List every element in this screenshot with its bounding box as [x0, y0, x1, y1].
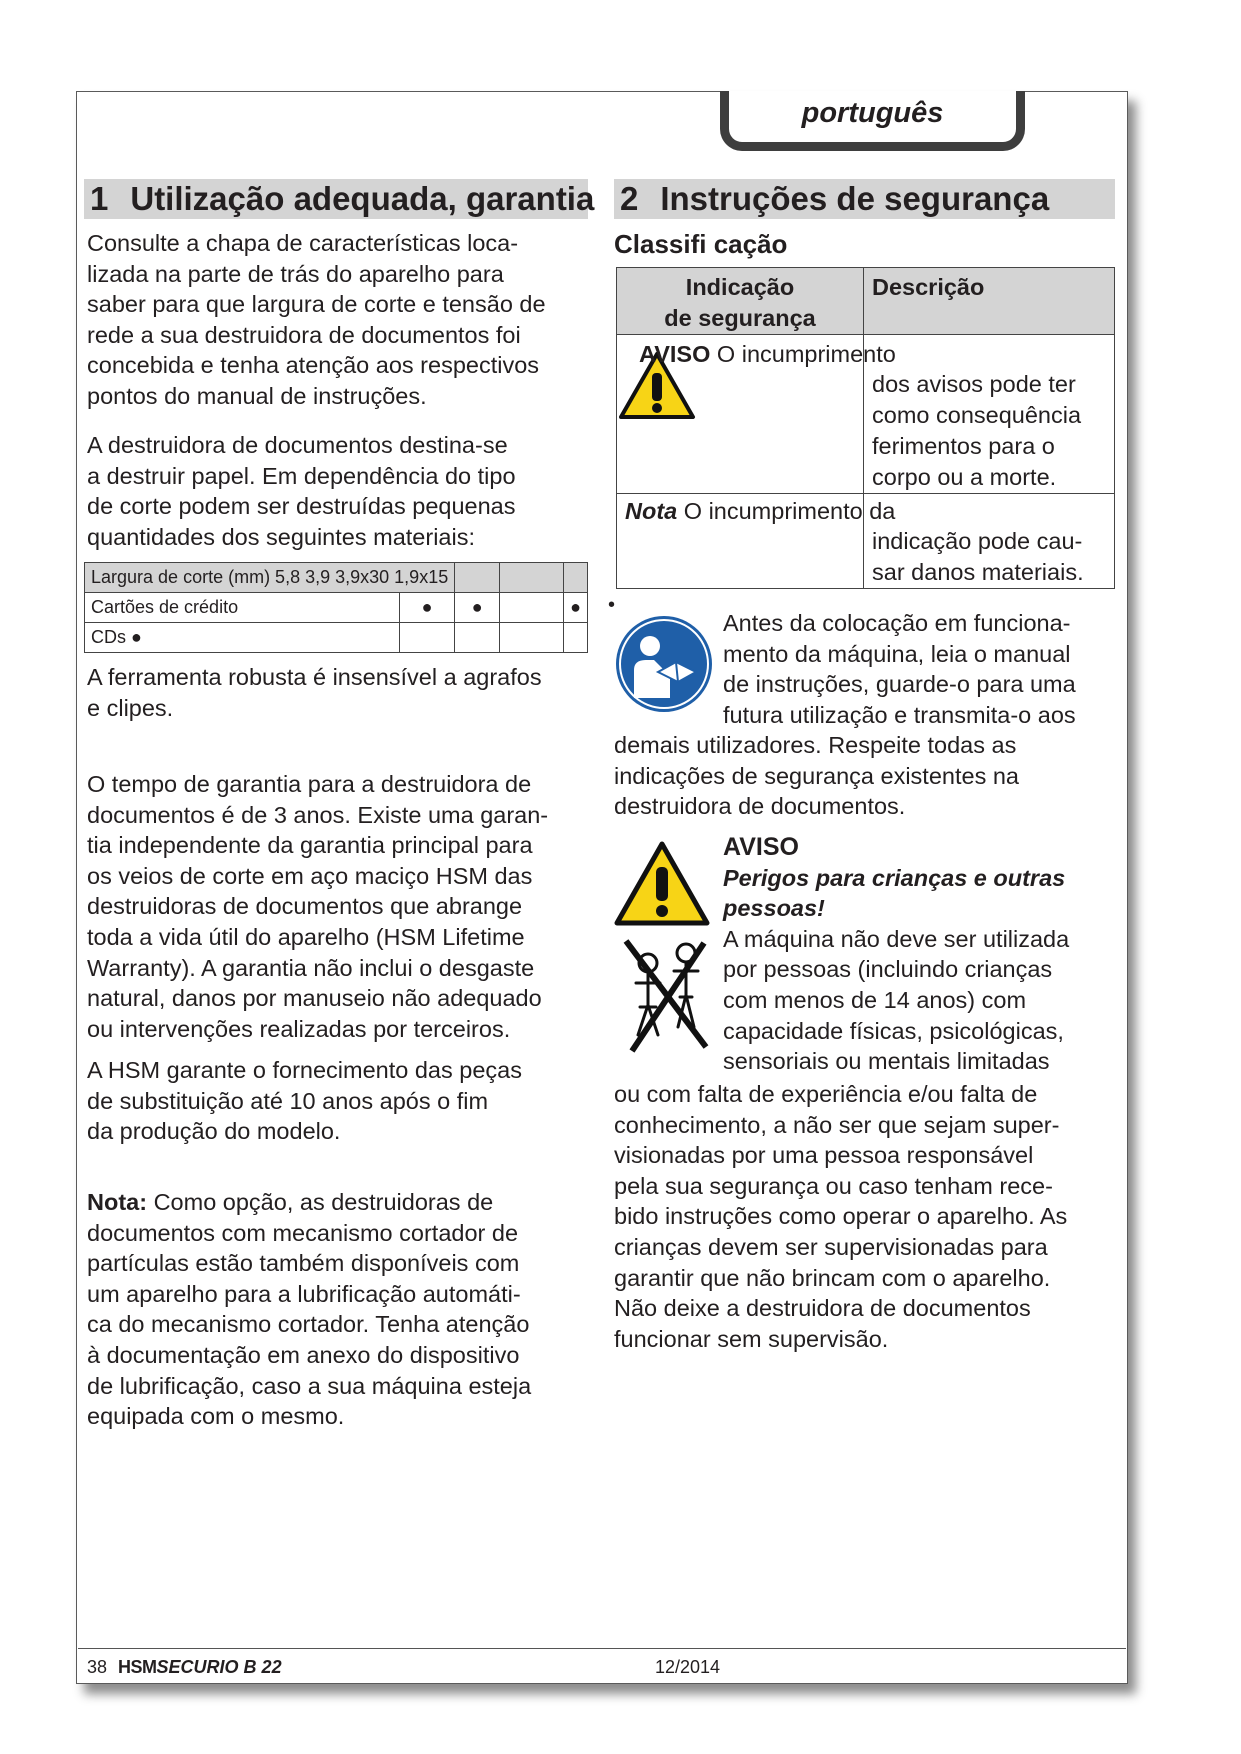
- section-1-paragraph-2: [87, 430, 516, 552]
- table-cell: CDs ●: [85, 623, 400, 653]
- text-line: um aparelho para a lubrificação automáti-: [87, 1280, 521, 1307]
- header-text: de segurança: [664, 305, 816, 331]
- text-line: a destruir papel. Em dependência do tipo: [87, 462, 516, 489]
- aviso-label: AVISO: [639, 341, 711, 367]
- language-label: português: [801, 97, 944, 129]
- text-line: pontos do manual de instruções.: [87, 382, 427, 409]
- table-header-cell: [617, 268, 864, 335]
- text-line: Warranty). A garantia não inclui o desgaste: [87, 954, 535, 981]
- table-header-cell: Descrição: [864, 268, 1115, 335]
- text-line: de instruções, guarde-o para uma: [723, 671, 1076, 698]
- header-text: 3,9x30 1,9x15: [335, 567, 449, 587]
- table-row: [85, 593, 588, 623]
- footer-date: 12/2014: [655, 1657, 721, 1677]
- table-row: [617, 335, 1115, 494]
- section-2-heading: [614, 179, 1115, 219]
- nota-label: Nota: [625, 498, 678, 524]
- text-line: garantir que não brincam com o aparelho.: [614, 1264, 1051, 1291]
- text-line: capacidade físicas, psicológicas,: [723, 1017, 1064, 1044]
- page-number: 38: [87, 1657, 108, 1677]
- table-cell: [500, 593, 564, 623]
- text-line: funcionar sem supervisão.: [614, 1325, 889, 1352]
- section-2-number: 2: [620, 180, 639, 217]
- text-line: crianças devem ser supervisionadas para: [614, 1233, 1048, 1260]
- table-header-cell: [500, 563, 564, 593]
- text-line: ou intervenções realizadas por terceiros.: [87, 1015, 511, 1042]
- manual-instruction-text-continued: [614, 730, 1019, 822]
- text-line: mento da máquina, leia o manual: [723, 640, 1071, 667]
- table-cell: Cartões de crédito: [85, 593, 400, 623]
- section-1-title: Utilização adequada, garantia: [130, 180, 595, 217]
- text-line: Consulte a chapa de características loca-: [87, 230, 519, 256]
- table-header-cell: [85, 563, 455, 593]
- text-line: da produção do modelo.: [87, 1118, 341, 1145]
- text-line: A HSM garante o fornecimento das peças: [87, 1057, 522, 1083]
- text-line: destruidoras de documentos que abrange: [87, 893, 523, 920]
- text-line: bido instruções como operar o aparelho. As: [614, 1203, 1068, 1230]
- header-text: Largura de corte (mm) 5,8 3,9: [91, 567, 331, 587]
- text-line: sensoriais ou mentais limitadas: [723, 1048, 1050, 1075]
- table-cell: ●: [564, 593, 588, 623]
- classification-heading: Classifi cação: [614, 229, 788, 259]
- text-line: documentos é de 3 anos. Existe uma garan-: [87, 801, 549, 828]
- warning-title: Perigos para crianças e outras: [723, 864, 1066, 891]
- table-header-cell: [455, 563, 500, 593]
- table-header-row: [617, 268, 1115, 335]
- text-line: e clipes.: [87, 694, 174, 721]
- text-line: à documentação em anexo do dispositivo: [87, 1341, 520, 1368]
- text-line: ou com falta de experiência e/ou falta de: [614, 1081, 1038, 1107]
- bullet: •: [608, 594, 616, 616]
- text-line: A destruidora de documentos destina-se: [87, 432, 508, 458]
- read-manual-icon: [614, 614, 714, 714]
- text-line: partículas estão também disponíveis com: [87, 1250, 520, 1277]
- warning-label: AVISO: [723, 833, 799, 861]
- safety-classification-table: [616, 267, 1115, 589]
- text-line: de lubrificação, caso a sua máquina esteja: [87, 1372, 532, 1399]
- text-line: sar danos materiais.: [872, 559, 1084, 585]
- table-row-text: [625, 496, 895, 527]
- text-line: O tempo de garantia para a destruidora de: [87, 771, 532, 797]
- text-line: lizada na parte de trás do aparelho para: [87, 260, 504, 287]
- text-line: conhecimento, a não ser que sejam super-: [614, 1111, 1060, 1138]
- text-line: rede a sua destruidora de documentos foi: [87, 321, 521, 348]
- aviso-text: O incumprimento: [716, 341, 896, 367]
- text-line: toda a vida útil do aparelho (HSM Lifetime: [87, 923, 525, 950]
- table-header-row: [85, 563, 588, 593]
- warning-text-continued: [614, 1079, 1067, 1354]
- text-line: Não deixe a destruidora de documentos: [614, 1295, 1031, 1322]
- nota-text: O incumprimento da: [683, 498, 896, 524]
- warning-triangle-icon: [614, 841, 710, 927]
- text-line: [87, 1187, 531, 1218]
- table-cell: [500, 623, 564, 653]
- section-1-heading: [84, 179, 595, 219]
- table-cell: ●: [399, 593, 454, 623]
- text-line: Antes da colocação em funciona-: [723, 610, 1071, 636]
- section-1-number: 1: [90, 180, 109, 217]
- section-1-spare-parts-paragraph: [87, 1055, 522, 1147]
- note-label: Nota:: [87, 1189, 148, 1215]
- table-cell: [617, 494, 896, 589]
- footer-divider: [78, 1648, 1126, 1649]
- text-line: com menos de 14 anos) com: [723, 986, 1027, 1013]
- table-cell: [617, 335, 896, 494]
- text-line: visionadas por uma pessoa responsável: [614, 1142, 1034, 1169]
- text-line: A máquina não deve ser utilizada: [723, 925, 1070, 952]
- section-1-paragraph-3: [87, 662, 542, 723]
- text-line: dos avisos pode ter: [872, 371, 1076, 397]
- text-line: de substituição até 10 anos após o fim: [87, 1087, 489, 1114]
- section-1-warranty-paragraph: [87, 769, 548, 1044]
- cut-width-table: [84, 562, 588, 653]
- text-line: corpo ou a morte.: [872, 464, 1057, 490]
- text-line: de corte podem ser destruídas pequenas: [87, 493, 516, 520]
- text-line: ca do mecanismo cortador. Tenha atenção: [87, 1311, 530, 1338]
- brand-logo: HSM: [118, 1657, 157, 1677]
- section-1-note-paragraph: [87, 1187, 531, 1432]
- table-cell: [399, 623, 454, 653]
- manual-instruction-text: [723, 608, 1076, 730]
- warning-title: pessoas!: [723, 895, 825, 922]
- note-text: Como opção, as destruidoras de: [147, 1189, 494, 1215]
- text-line: concebida e tenha atenção aos respectivos: [87, 352, 540, 379]
- no-children-icon: [618, 935, 712, 1053]
- text-line: destruidora de documentos.: [614, 793, 906, 820]
- text-line: futura utilização e transmita-o aos: [723, 701, 1076, 728]
- header-text: Indicação: [685, 274, 795, 300]
- text-line: indicações de segurança existentes na: [614, 762, 1019, 789]
- language-tab: [720, 91, 1025, 151]
- text-line: A ferramenta robusta é insensível a agrafos: [87, 664, 542, 690]
- text-line: tia independente da garantia principal para: [87, 832, 533, 859]
- text-line: ferimentos para o: [872, 433, 1055, 459]
- section-2-title: Instruções de segurança: [660, 180, 1050, 217]
- warning-heading-block: [723, 832, 1069, 1077]
- text-line: como consequência: [872, 402, 1082, 428]
- text-line: quantidades dos seguintes materiais:: [87, 523, 475, 550]
- table-cell: [864, 494, 1115, 589]
- table-cell: [455, 623, 500, 653]
- text-line: documentos com mecanismo cortador de: [87, 1219, 519, 1246]
- table-row: [617, 494, 1115, 589]
- text-line: equipada com o mesmo.: [87, 1403, 345, 1430]
- table-header-cell: [564, 563, 588, 593]
- text-line: os veios de corte em aço maciço HSM das: [87, 862, 533, 889]
- table-row-text: [639, 339, 896, 370]
- text-line: pela sua segurança ou caso tenham rece-: [614, 1172, 1053, 1199]
- text-line: saber para que largura de corte e tensão de: [87, 291, 546, 318]
- table-cell: [564, 623, 588, 653]
- table-cell: [864, 335, 1115, 494]
- table-cell: ●: [455, 593, 500, 623]
- model-name: SECURIO B 22: [156, 1657, 282, 1677]
- text-line: demais utilizadores. Respeite todas as: [614, 732, 1017, 758]
- text-line: por pessoas (incluindo crianças: [723, 956, 1053, 983]
- footer-left: [87, 1657, 282, 1678]
- section-1-paragraph-1: [87, 228, 546, 412]
- text-line: natural, danos por manuseio não adequado: [87, 985, 542, 1012]
- text-line: indicação pode cau-: [872, 528, 1083, 554]
- table-row: [85, 623, 588, 653]
